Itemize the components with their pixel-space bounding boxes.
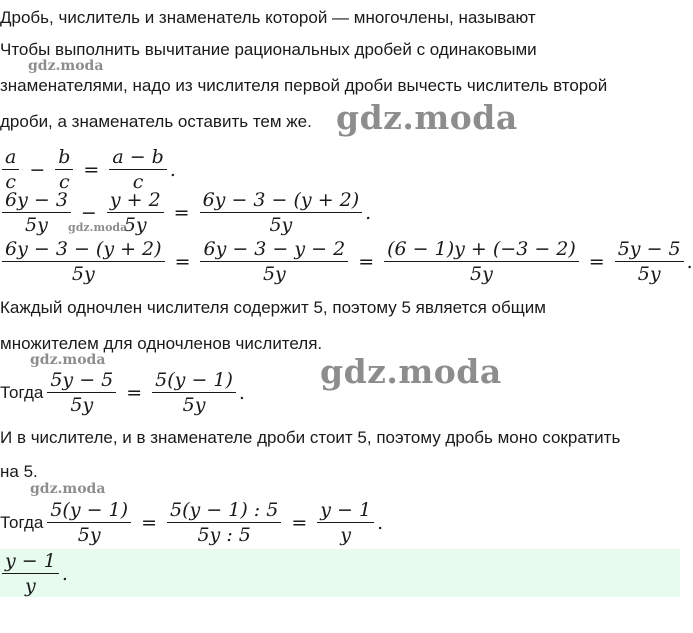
fraction: $\frac{y - 1}{y}$: [317, 499, 374, 546]
formula-simplification: $\frac{6y - 3 - (y + 2)}{5y}$ = $\frac{6y - 3 - y - 2}{5y}$ = $\frac{(6 - 1)y + (-3 - 2)}{5y}$ = $\frac{5y - 5}{5y}$ .: [0, 238, 693, 285]
watermark: gdz.moda: [320, 352, 502, 391]
fraction: $\frac{6y - 3 - y - 2}{5y}$: [200, 238, 348, 285]
formula-subtraction: $\frac{6y - 3}{5y}$ − $\frac{y + 2}{5y}$ = $\frac{6y - 3 - (y + 2)}{5y}$ .: [0, 189, 371, 236]
text-line-factor-2: множителем для одночленов числителя.: [0, 334, 323, 353]
watermark: gdz.moda: [30, 352, 106, 368]
fraction: $\frac{5y - 5}{5y}$: [47, 369, 116, 416]
fraction: $\frac{6y - 3 - (y + 2)}{5y}$: [200, 189, 363, 236]
fraction: $\frac{a - b}{c}$: [109, 146, 167, 193]
fraction: $\frac{5(y - 1)}{5y}$: [152, 369, 236, 416]
fraction: $\frac{y + 2}{5y}$: [107, 189, 164, 236]
fraction: $\frac{5(y - 1) : 5}{5y : 5}$: [167, 499, 281, 546]
watermark: gdz.moda: [336, 98, 518, 137]
answer-formula: $\frac{y - 1}{y}$ .: [0, 550, 68, 597]
watermark: gdz.moda: [28, 58, 104, 74]
text-line-definition: Дробь, числитель и знаменатель которой — многочлены, называют: [0, 8, 536, 27]
formula-rule: $\frac{a}{c}$ − $\frac{b}{c}$ = $\frac{a - b}{c}$ .: [0, 146, 176, 190]
fraction: $\frac{6y - 3 - (y + 2)}{5y}$: [2, 238, 165, 285]
text-line-rule-1: Чтобы выполнить вычитание рациональных дробей с одинаковыми: [0, 40, 537, 59]
answer-box: [0, 549, 680, 597]
fraction: $\frac{(6 - 1)y + (-3 - 2)}{5y}$: [384, 238, 579, 285]
watermark: gdz.moda: [68, 221, 128, 234]
fraction: $\frac{y - 1}{y}$: [2, 550, 59, 597]
text-line-rule-2: знаменателями, надо из числителя первой дроби вычесть числитель второй: [0, 76, 608, 95]
text-line-reduce-2: на 5.: [0, 462, 38, 481]
text-line-rule-3: дроби, а знаменатель оставить тем же.: [0, 112, 312, 131]
fraction: $\frac{a}{c}$: [2, 146, 19, 193]
formula-reduction: Тогда $\frac{5(y - 1)}{5y}$ = $\frac{5(y - 1) : 5}{5y : 5}$ = $\frac{y - 1}{y}$ .: [0, 499, 384, 546]
text-line-reduce-1: И в числителе, и в знаменателе дроби стоит 5, поэтому дробь моно сократить: [0, 428, 621, 447]
fraction: $\frac{b}{c}$: [55, 146, 73, 193]
fraction: $\frac{6y - 3}{5y}$: [2, 189, 71, 236]
text-line-factor-1: Каждый одночлен числителя содержит 5, поэтому 5 является общим: [0, 298, 546, 317]
formula-factor: Тогда $\frac{5y - 5}{5y}$ = $\frac{5(y - 1)}{5y}$ .: [0, 369, 245, 416]
fraction: $\frac{5(y - 1)}{5y}$: [47, 499, 131, 546]
fraction: $\frac{5y - 5}{5y}$: [615, 238, 684, 285]
watermark: gdz.moda: [30, 481, 106, 497]
